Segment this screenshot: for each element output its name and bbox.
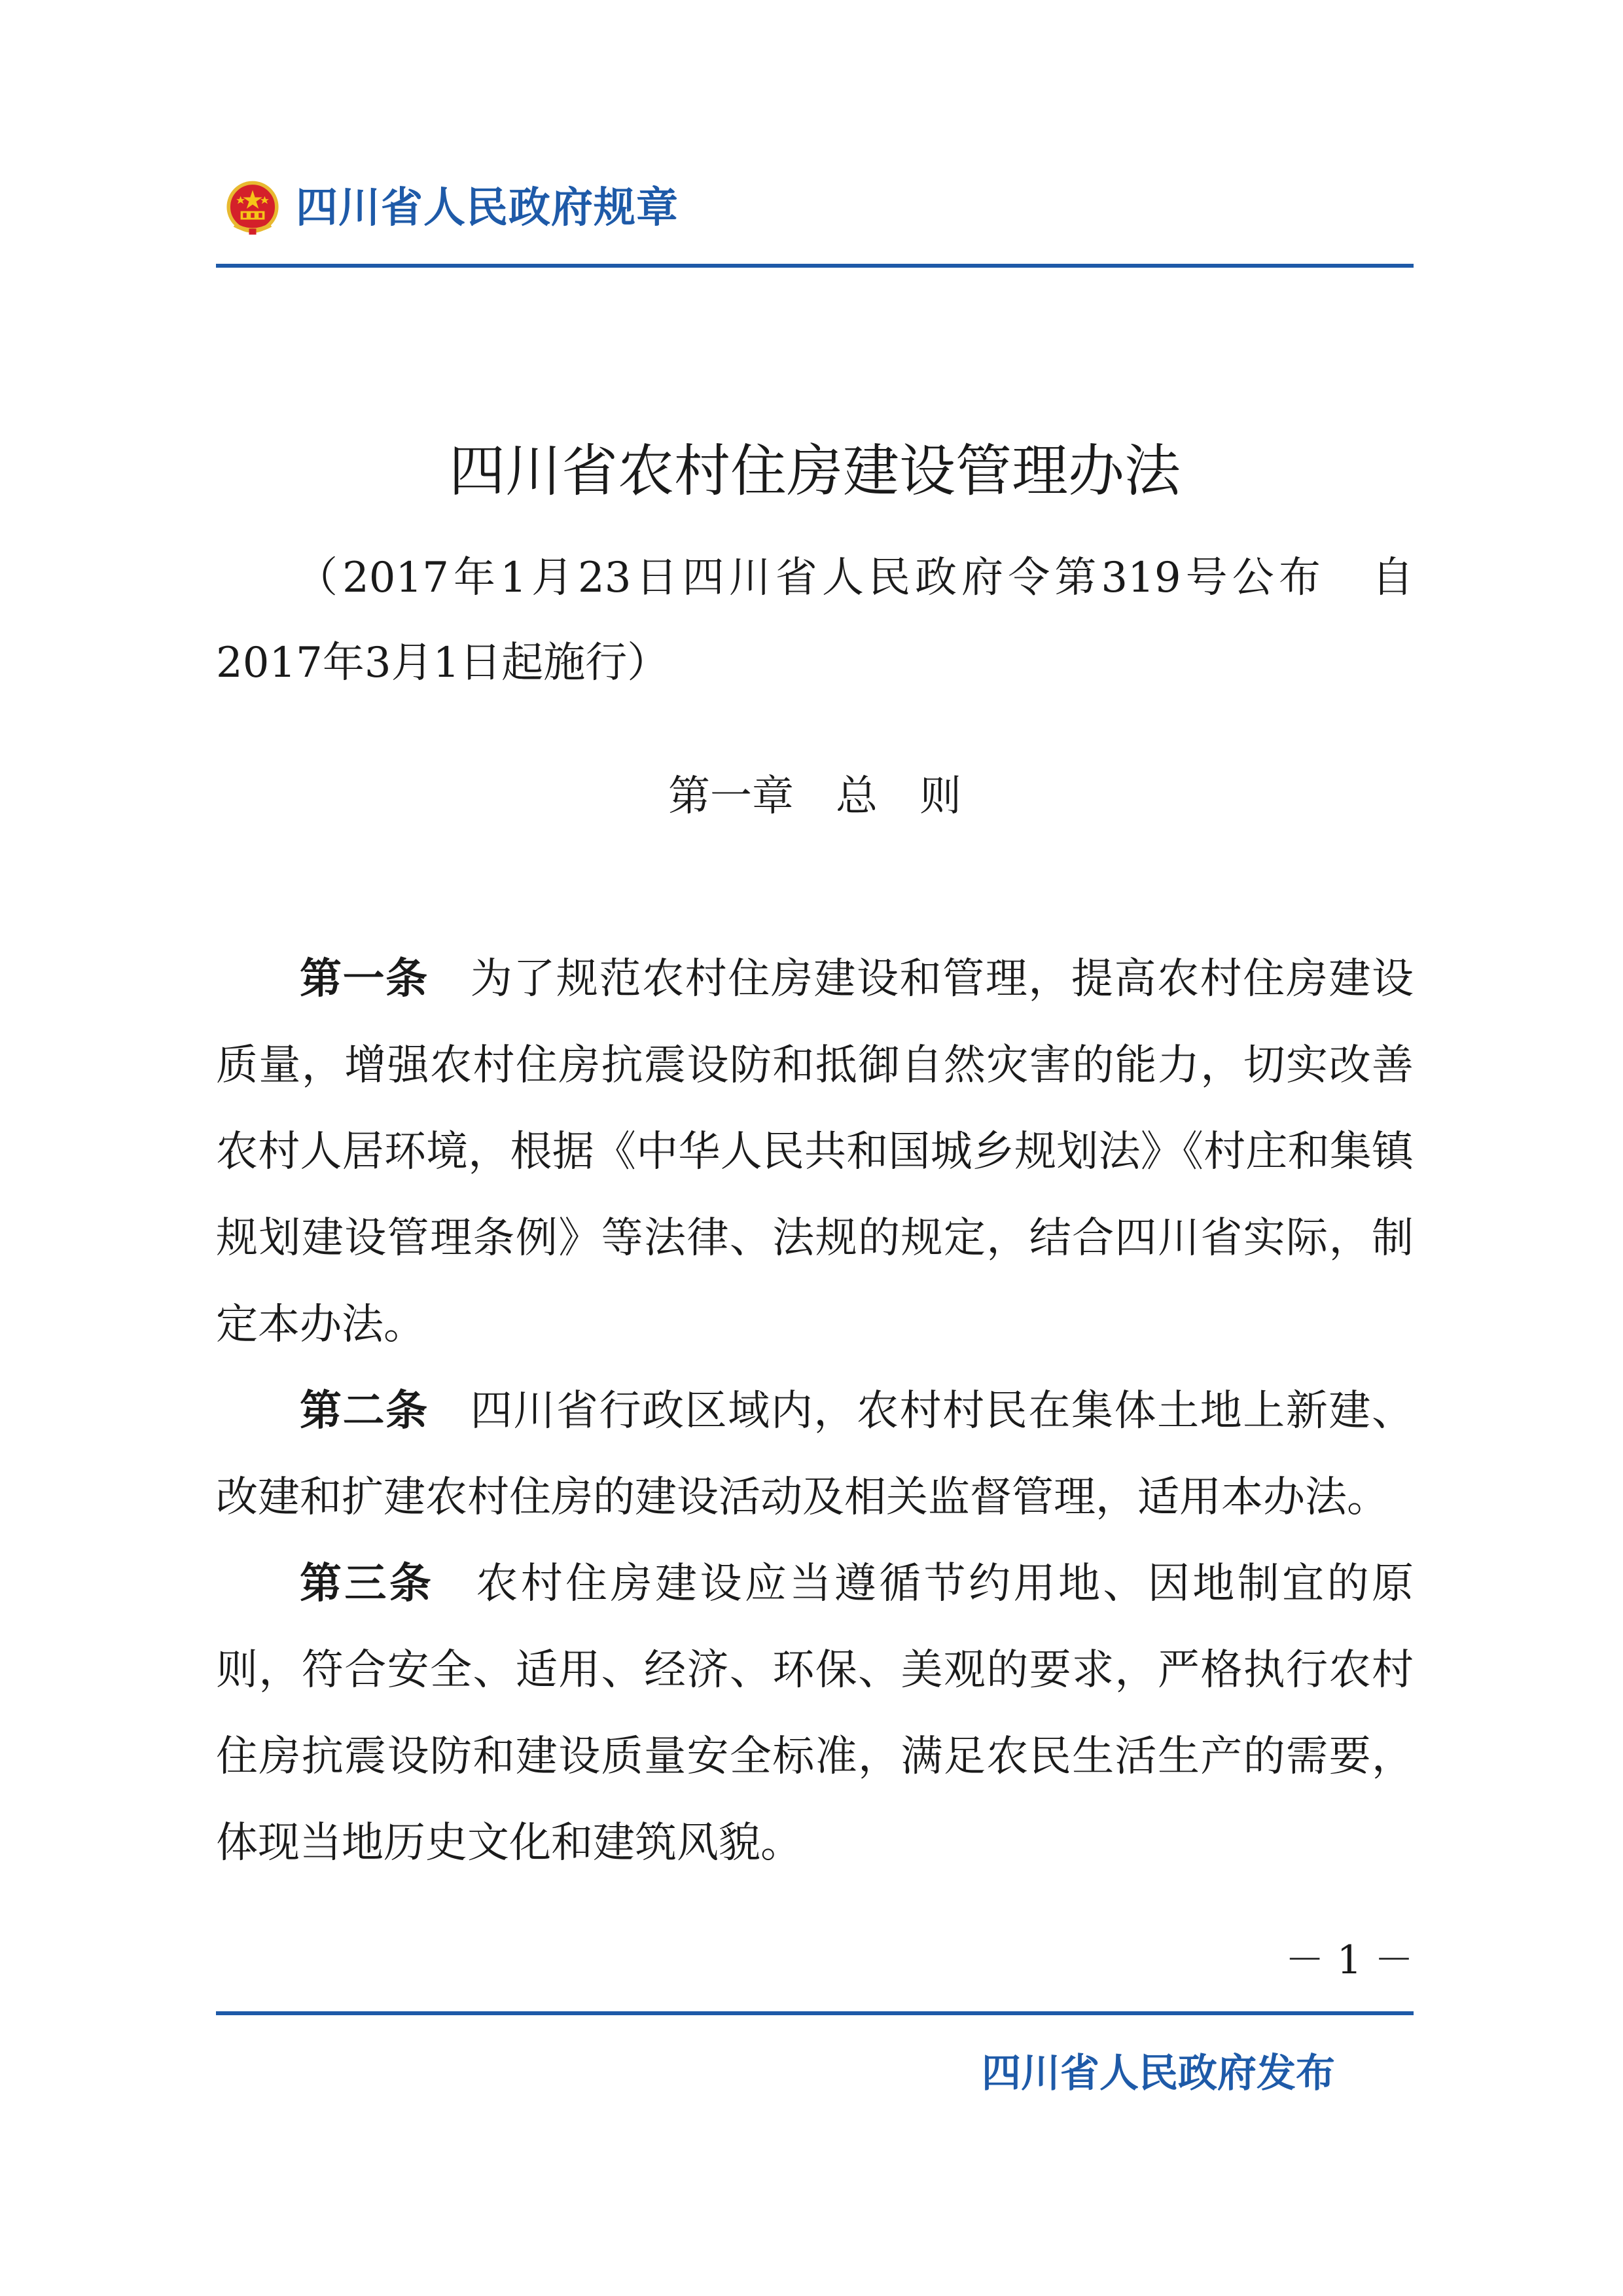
page-number: － 1 － (1285, 1937, 1414, 1983)
article-1-text: 为了规范农村住房建设和管理，提高农村住房建设质量，增强农村住房抗震设防和抵御自然灾害的能力，切实改善农村人居环境，根据《中华人民共和国城乡规划法》《村庄和集镇规划建设管理条例》等法律、法规的规定，结合四川省实际，制定本办法。 (216, 955, 1414, 1349)
article-3-label: 第三条 (300, 1560, 435, 1608)
article-3-text: 农村住房建设应当遵循节约用地、因地制宜的原则，符合安全、适用、经济、环保、美观的要求，严格执行农村住房抗震设防和建设质量安全标准，满足农民生活生产的需要，体现当地历史文化和建筑风貌。 (216, 1560, 1414, 1867)
chapter-heading: 第一章 总 则 (668, 772, 961, 821)
header-title: 四川省人民政府规章 (296, 184, 679, 232)
publisher-label: 四川省人民政府发布 (982, 2051, 1335, 2096)
footer-divider (216, 2011, 1414, 2015)
article-list (216, 936, 1414, 1886)
header-divider (216, 264, 1414, 268)
article-3 (216, 1541, 1414, 1886)
document-title: 四川省农村住房建设管理办法 (449, 439, 1181, 504)
article-2-label: 第二条 (300, 1387, 429, 1435)
article-2-text: 四川省行政区域内，农村村民在集体土地上新建、改建和扩建农村住房的建设活动及相关监督管理，适用本办法。 (216, 1387, 1414, 1522)
national-emblem-icon (223, 178, 283, 238)
promulgation-note: （2017年1月23日四川省人民政府令第319号公布 自2017年3月1日起施行） (216, 554, 1414, 687)
article-1-label: 第一条 (300, 955, 429, 1003)
article-2 (216, 1368, 1414, 1541)
article-1 (216, 936, 1414, 1368)
page-header (216, 171, 1414, 250)
